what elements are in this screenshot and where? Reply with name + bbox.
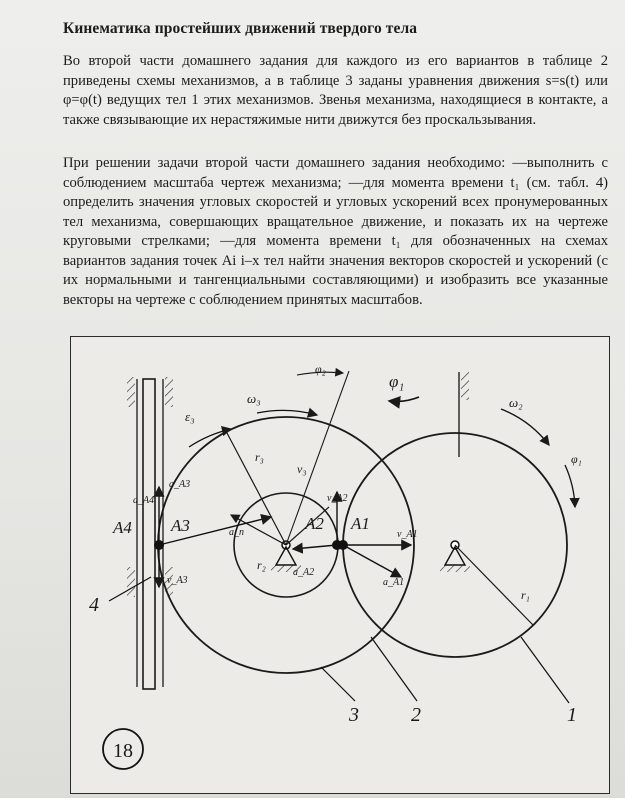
phi1-arrow — [565, 465, 575, 507]
label-a-A3: a_A3 — [169, 479, 191, 490]
label-phi-right: φ₁ — [571, 452, 582, 466]
label-body-4: 4 — [89, 594, 99, 616]
label-a-A1: a_A1 — [383, 577, 405, 588]
label-omega3: ω₃ — [247, 391, 261, 406]
label-a-A4: a_A4 — [133, 495, 155, 506]
label-r1: r₁ — [521, 588, 530, 602]
page-title: Кинематика простейших движений твердого тела — [63, 20, 418, 37]
mechanism-diagram — [71, 337, 609, 793]
label-A3: A3 — [171, 516, 190, 535]
label-body-1: 1 — [567, 704, 577, 726]
label-A1: A1 — [351, 514, 370, 533]
omega1-arrow — [501, 409, 549, 445]
label-r3: r₃ — [255, 450, 264, 464]
label-A4: A4 — [113, 518, 132, 537]
label-phi2: φ₂ — [315, 362, 326, 376]
paragraph-intro: Во второй части домашнего задания для каждого из его вариантов в таблице 2 приведены схемы механизмов, а в таблице 3 заданы уравнения движения s=s(t) или φ=φ(t) ведущих тел 1 этих механизмов. Звенья механизма, находящиеся в контакте, а также связывающие их нерастяжимые нити движутся без проскальзывания. — [63, 53, 608, 128]
paragraph-instructions: При решении задачи второй части домашнего задания необходимо: —выполнить с соблюдением масштаба чертеж механизма; —для момента времени t₁ (см. табл. 4) определить значения угловых скоростей и угловых ускорений всех пронумерованных тел механизма, совершающих вращательное движение, и показать их на чертеже круговыми стрелками; —для момента времени t₁ для обозначенных на схемах вариантов задания точек Ai i–х тел найти значения векторов скоростей и ускорений (с их нормальными и тангенциальными составляющими) и изобразить все указанные векторы на чертеже с соблюдением принятых масштабов. — [63, 155, 608, 308]
epsilon3-arrow — [257, 410, 317, 415]
label-phi1: φ₁ — [389, 372, 405, 391]
radius-r1 — [455, 545, 533, 625]
label-omega2: ω₂ — [509, 395, 523, 410]
label-an: a_n — [229, 527, 244, 538]
label-v-A3: v_A3 — [167, 575, 188, 586]
variant-number: 18 — [113, 740, 133, 762]
label-body-3: 3 — [349, 704, 359, 726]
slider-body-4 — [127, 377, 173, 689]
label-v-A1: v_A1 — [397, 529, 418, 540]
vector-a-A1 — [343, 545, 401, 577]
label-v-A2: v_A2 — [327, 493, 348, 504]
leader-2 — [371, 637, 417, 701]
vector-a-A2 — [293, 545, 337, 549]
label-body-2: 2 — [411, 704, 421, 726]
label-r2: r₂ — [257, 558, 266, 572]
leader-1 — [521, 637, 569, 703]
label-a-A2: a_A2 — [293, 567, 315, 578]
label-epsilon3: ε₃ — [185, 409, 195, 424]
leader-3 — [321, 667, 355, 701]
pivot-right — [440, 372, 470, 572]
mechanism-figure — [70, 336, 610, 794]
label-A2: A2 — [305, 514, 324, 533]
phi-arrow — [389, 397, 419, 401]
label-v3: v₃ — [297, 462, 307, 476]
